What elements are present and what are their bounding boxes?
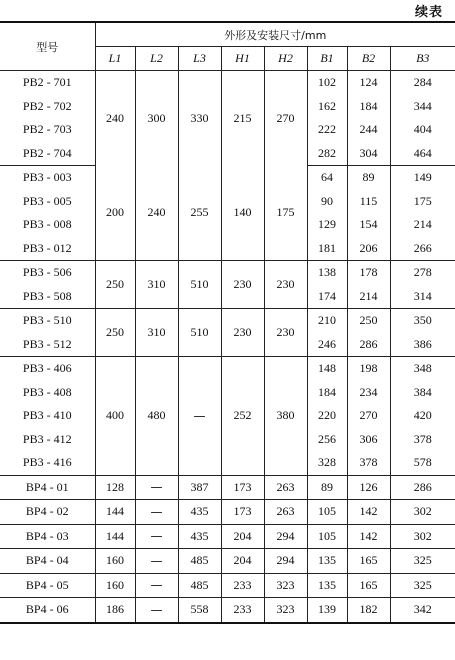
l3-cell: 435 xyxy=(178,524,221,549)
model-cell: BP4 - 02 xyxy=(0,500,95,525)
b2-cell: 165 xyxy=(347,549,390,574)
model-cell: PB2 - 702 xyxy=(0,95,95,119)
b1-cell: 162 xyxy=(307,95,347,119)
l3-cell: 330 xyxy=(178,71,221,166)
h2-cell: 270 xyxy=(264,71,307,166)
h1-cell: 204 xyxy=(221,524,264,549)
header-h1: H1 xyxy=(221,47,264,71)
b1-cell: 220 xyxy=(307,404,347,428)
continued-label: 续表 xyxy=(414,5,443,20)
l1-cell: 200 xyxy=(95,166,135,261)
l1-cell: 250 xyxy=(95,309,135,357)
b3-cell: 378 xyxy=(390,428,455,452)
b3-cell: 578 xyxy=(390,451,455,475)
table-row xyxy=(0,166,455,190)
l2-cell: 300 xyxy=(135,71,178,166)
l2-cell: — xyxy=(135,475,178,500)
b1-cell: 129 xyxy=(307,213,347,237)
b1-cell: 90 xyxy=(307,190,347,214)
model-cell: PB2 - 701 xyxy=(0,71,95,95)
h1-cell: 230 xyxy=(221,309,264,357)
b3-cell: 404 xyxy=(390,118,455,142)
b3-cell: 348 xyxy=(390,357,455,381)
l2-cell: — xyxy=(135,549,178,574)
h2-cell: 294 xyxy=(264,549,307,574)
b3-cell: 386 xyxy=(390,333,455,357)
b2-cell: 234 xyxy=(347,381,390,405)
header-l2: L2 xyxy=(135,47,178,71)
b2-cell: 250 xyxy=(347,309,390,333)
h1-cell: 252 xyxy=(221,357,264,476)
model-cell: PB3 - 510 xyxy=(0,309,95,333)
l3-cell: 485 xyxy=(178,549,221,574)
b2-cell: 89 xyxy=(347,166,390,190)
header-h2: H2 xyxy=(264,47,307,71)
table-row xyxy=(0,500,455,525)
b1-cell: 102 xyxy=(307,71,347,95)
b2-cell: 244 xyxy=(347,118,390,142)
h1-cell: 173 xyxy=(221,500,264,525)
h1-cell: 140 xyxy=(221,166,264,261)
header-b3: B3 xyxy=(390,47,455,71)
model-cell: PB3 - 512 xyxy=(0,333,95,357)
b1-cell: 328 xyxy=(307,451,347,475)
h2-cell: 323 xyxy=(264,573,307,598)
model-cell: PB2 - 704 xyxy=(0,142,95,166)
model-cell: BP4 - 05 xyxy=(0,573,95,598)
model-cell: PB3 - 406 xyxy=(0,357,95,381)
b2-cell: 270 xyxy=(347,404,390,428)
b2-cell: 126 xyxy=(347,475,390,500)
b1-cell: 282 xyxy=(307,142,347,166)
l1-cell: 250 xyxy=(95,261,135,309)
b3-cell: 325 xyxy=(390,573,455,598)
table-row xyxy=(0,71,455,95)
h2-cell: 263 xyxy=(264,475,307,500)
b2-cell: 182 xyxy=(347,598,390,623)
b1-cell: 246 xyxy=(307,333,347,357)
model-cell: PB3 - 008 xyxy=(0,213,95,237)
h1-cell: 204 xyxy=(221,549,264,574)
table-row xyxy=(0,309,455,333)
h2-cell: 380 xyxy=(264,357,307,476)
model-cell: BP4 - 03 xyxy=(0,524,95,549)
l1-cell: 128 xyxy=(95,475,135,500)
b2-cell: 178 xyxy=(347,261,390,285)
table-body xyxy=(0,71,455,623)
l2-cell: 240 xyxy=(135,166,178,261)
l1-cell: 186 xyxy=(95,598,135,623)
model-cell: PB3 - 408 xyxy=(0,381,95,405)
b1-cell: 138 xyxy=(307,261,347,285)
b1-cell: 89 xyxy=(307,475,347,500)
l3-cell: 510 xyxy=(178,261,221,309)
header-l3: L3 xyxy=(178,47,221,71)
b3-cell: 464 xyxy=(390,142,455,166)
l2-cell: — xyxy=(135,524,178,549)
h2-cell: 294 xyxy=(264,524,307,549)
model-cell: BP4 - 06 xyxy=(0,598,95,623)
b2-cell: 304 xyxy=(347,142,390,166)
l2-cell: — xyxy=(135,500,178,525)
b3-cell: 302 xyxy=(390,524,455,549)
dimension-table xyxy=(0,21,455,624)
b3-cell: 314 xyxy=(390,285,455,309)
table-row xyxy=(0,573,455,598)
l2-cell: 480 xyxy=(135,357,178,476)
b1-cell: 139 xyxy=(307,598,347,623)
b2-cell: 306 xyxy=(347,428,390,452)
b1-cell: 181 xyxy=(307,237,347,261)
l2-cell: 310 xyxy=(135,261,178,309)
b1-cell: 135 xyxy=(307,549,347,574)
model-cell: PB3 - 012 xyxy=(0,237,95,261)
h2-cell: 323 xyxy=(264,598,307,623)
header-row xyxy=(0,22,455,47)
l2-cell: — xyxy=(135,573,178,598)
b3-cell: 302 xyxy=(390,500,455,525)
b3-cell: 175 xyxy=(390,190,455,214)
b2-cell: 378 xyxy=(347,451,390,475)
model-column-header: 型号 xyxy=(0,22,95,71)
b1-cell: 64 xyxy=(307,166,347,190)
model-cell: PB3 - 003 xyxy=(0,166,95,190)
b3-cell: 384 xyxy=(390,381,455,405)
h2-cell: 230 xyxy=(264,309,307,357)
model-cell: PB3 - 508 xyxy=(0,285,95,309)
b2-cell: 214 xyxy=(347,285,390,309)
b2-cell: 154 xyxy=(347,213,390,237)
table-row xyxy=(0,524,455,549)
b2-cell: 142 xyxy=(347,500,390,525)
h2-cell: 230 xyxy=(264,261,307,309)
b1-cell: 222 xyxy=(307,118,347,142)
b3-cell: 266 xyxy=(390,237,455,261)
b2-cell: 165 xyxy=(347,573,390,598)
l3-cell: 510 xyxy=(178,309,221,357)
b3-cell: 149 xyxy=(390,166,455,190)
model-cell: BP4 - 01 xyxy=(0,475,95,500)
b1-cell: 210 xyxy=(307,309,347,333)
l1-cell: 144 xyxy=(95,524,135,549)
table-row xyxy=(0,357,455,381)
model-cell: PB3 - 005 xyxy=(0,190,95,214)
l3-cell: 387 xyxy=(178,475,221,500)
l1-cell: 160 xyxy=(95,573,135,598)
b3-cell: 344 xyxy=(390,95,455,119)
h1-cell: 215 xyxy=(221,71,264,166)
h2-cell: 263 xyxy=(264,500,307,525)
b2-cell: 142 xyxy=(347,524,390,549)
l1-cell: 400 xyxy=(95,357,135,476)
header-l1: L1 xyxy=(95,47,135,71)
table-row xyxy=(0,598,455,623)
h1-cell: 233 xyxy=(221,573,264,598)
b3-cell: 420 xyxy=(390,404,455,428)
b1-cell: 174 xyxy=(307,285,347,309)
b3-cell: 342 xyxy=(390,598,455,623)
table-row xyxy=(0,261,455,285)
b1-cell: 256 xyxy=(307,428,347,452)
b3-cell: 350 xyxy=(390,309,455,333)
b1-cell: 105 xyxy=(307,524,347,549)
model-cell: PB3 - 412 xyxy=(0,428,95,452)
l3-cell: 255 xyxy=(178,166,221,261)
b3-cell: 325 xyxy=(390,549,455,574)
model-cell: PB2 - 703 xyxy=(0,118,95,142)
h2-cell: 175 xyxy=(264,166,307,261)
b3-cell: 214 xyxy=(390,213,455,237)
l1-cell: 240 xyxy=(95,71,135,166)
b1-cell: 184 xyxy=(307,381,347,405)
l3-cell: 435 xyxy=(178,500,221,525)
model-cell: PB3 - 410 xyxy=(0,404,95,428)
header-b1: B1 xyxy=(307,47,347,71)
b1-cell: 148 xyxy=(307,357,347,381)
l1-cell: 144 xyxy=(95,500,135,525)
b2-cell: 206 xyxy=(347,237,390,261)
header-b2: B2 xyxy=(347,47,390,71)
h1-cell: 233 xyxy=(221,598,264,623)
b2-cell: 115 xyxy=(347,190,390,214)
b1-cell: 105 xyxy=(307,500,347,525)
l2-cell: — xyxy=(135,598,178,623)
h1-cell: 173 xyxy=(221,475,264,500)
l3-cell: 485 xyxy=(178,573,221,598)
b3-cell: 284 xyxy=(390,71,455,95)
dimensions-group-header: 外形及安装尺寸/mm xyxy=(95,22,455,47)
model-cell: PB3 - 416 xyxy=(0,451,95,475)
b2-cell: 286 xyxy=(347,333,390,357)
table-row xyxy=(0,549,455,574)
model-cell: BP4 - 04 xyxy=(0,549,95,574)
model-cell: PB3 - 506 xyxy=(0,261,95,285)
b2-cell: 124 xyxy=(347,71,390,95)
table-row xyxy=(0,475,455,500)
h1-cell: 230 xyxy=(221,261,264,309)
l3-cell: — xyxy=(178,357,221,476)
l3-cell: 558 xyxy=(178,598,221,623)
b1-cell: 135 xyxy=(307,573,347,598)
b3-cell: 278 xyxy=(390,261,455,285)
b2-cell: 184 xyxy=(347,95,390,119)
b3-cell: 286 xyxy=(390,475,455,500)
l2-cell: 310 xyxy=(135,309,178,357)
l1-cell: 160 xyxy=(95,549,135,574)
b2-cell: 198 xyxy=(347,357,390,381)
